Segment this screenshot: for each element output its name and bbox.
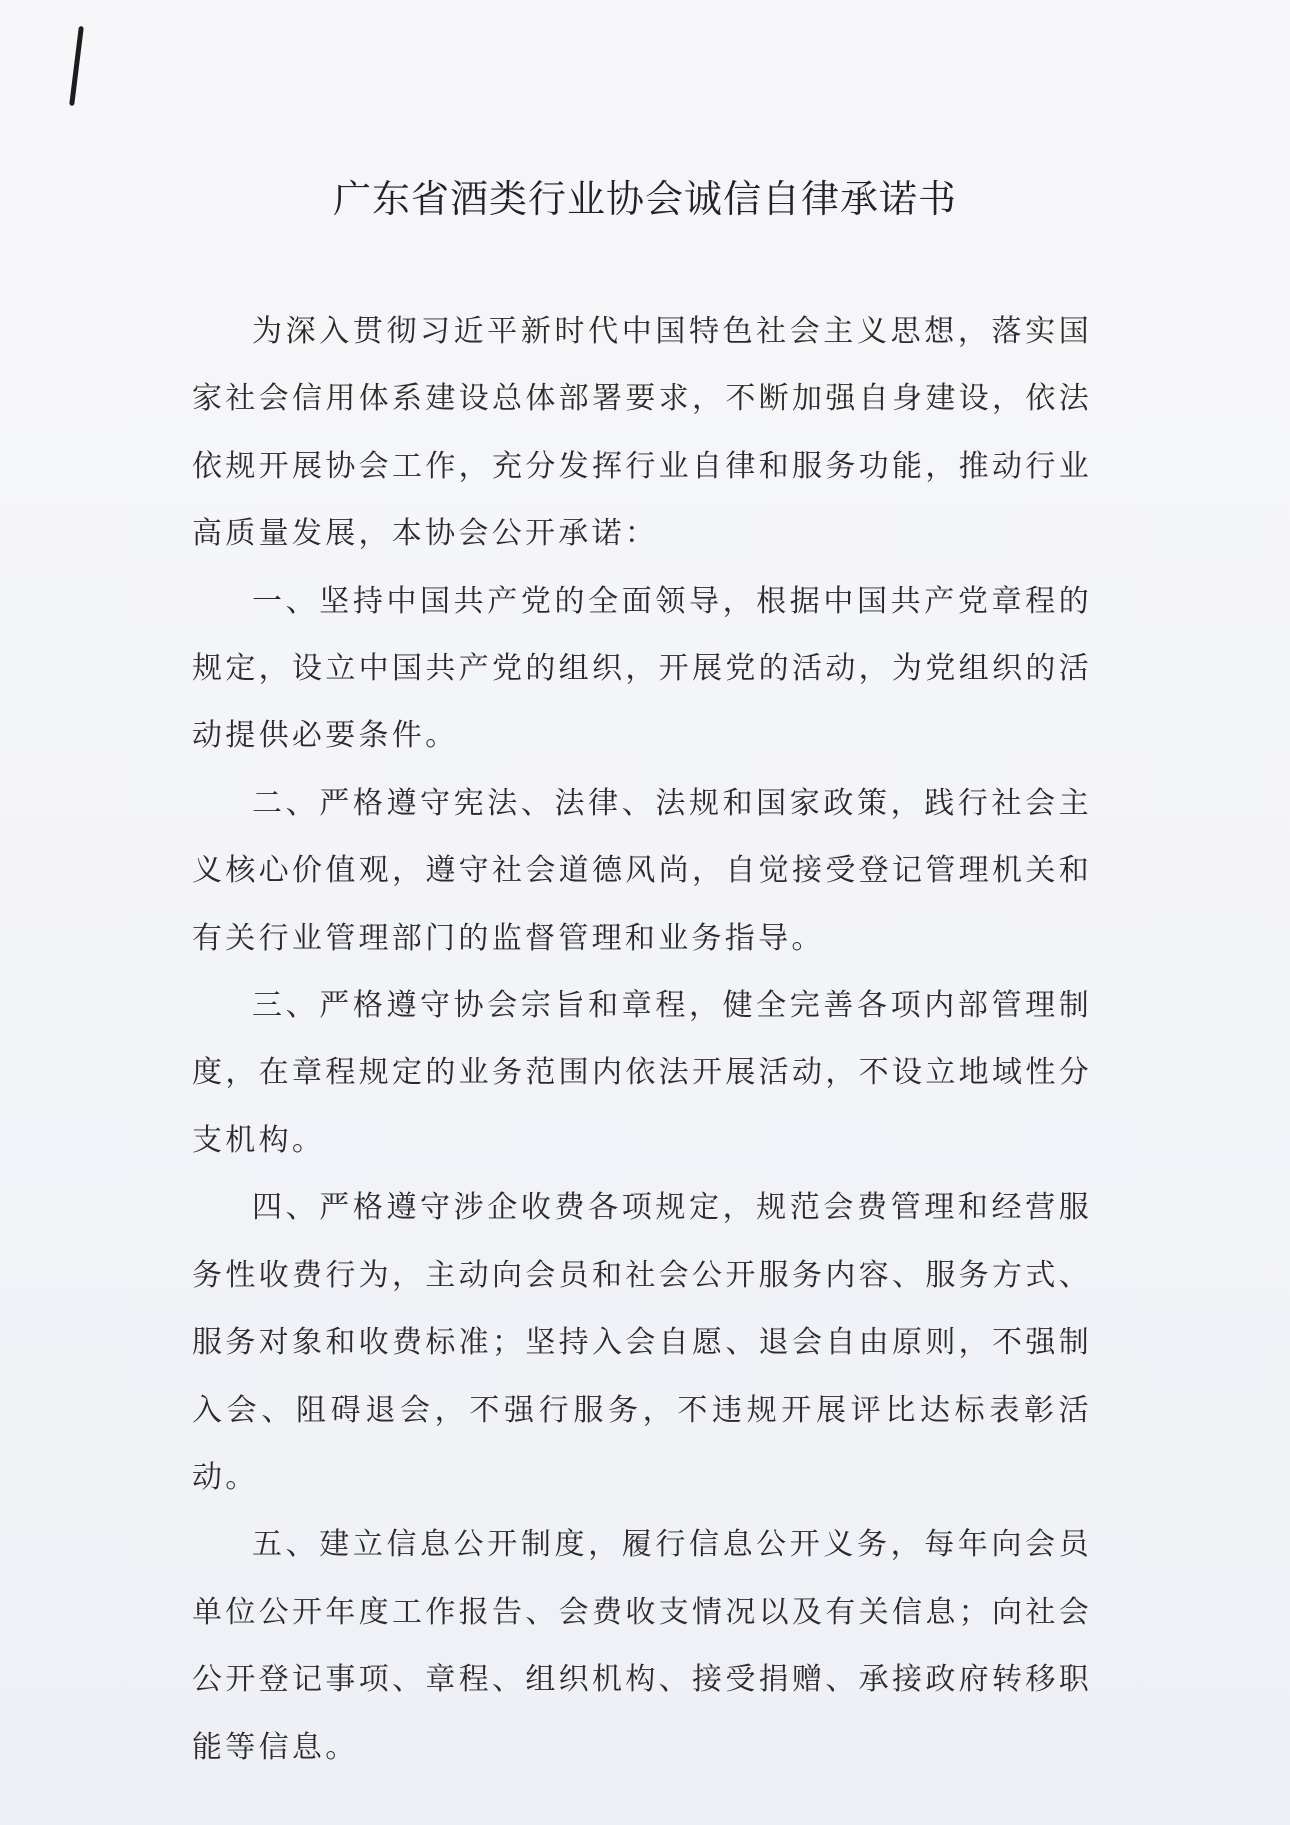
document-body xyxy=(192,298,1092,1781)
paragraph-item-5: 五、建立信息公开制度，履行信息公开义务，每年向会员单位公开年度工作报告、会费收支情况以及有关信息；向社会公开登记事项、章程、组织机构、接受捐赠、承接政府转移职能等信息。 xyxy=(192,1527,1092,1765)
paragraph-intro: 为深入贯彻习近平新时代中国特色社会主义思想，落实国家社会信用体系建设总体部署要求，不断加强自身建设，依法依规开展协会工作，充分发挥行业自律和服务功能，推动行业高质量发展，本协会公开承诺： xyxy=(192,314,1092,552)
paragraph-item-4: 四、严格遵守涉企收费各项规定，规范会费管理和经营服务性收费行为，主动向会员和社会公开服务内容、服务方式、服务对象和收费标准；坚持入会自愿、退会自由原则，不强制入会、阻碍退会，不强行服务，不违规开展评比达标表彰活动。 xyxy=(192,1190,1092,1495)
paragraph-item-1: 一、坚持中国共产党的全面领导，根据中国共产党章程的规定，设立中国共产党的组织，开展党的活动，为党组织的活动提供必要条件。 xyxy=(192,583,1092,754)
paragraph-item-2: 二、严格遵守宪法、法律、法规和国家政策，践行社会主义核心价值观，遵守社会道德风尚，自觉接受登记管理机关和有关行业管理部门的监督管理和业务指导。 xyxy=(192,785,1092,956)
document-title: 广东省酒类行业协会诚信自律承诺书 xyxy=(332,177,957,221)
handwritten-page-mark xyxy=(69,26,84,106)
paragraph-item-3: 三、严格遵守协会宗旨和章程，健全完善各项内部管理制度，在章程规定的业务范围内依法开展活动，不设立地域性分支机构。 xyxy=(192,988,1092,1158)
